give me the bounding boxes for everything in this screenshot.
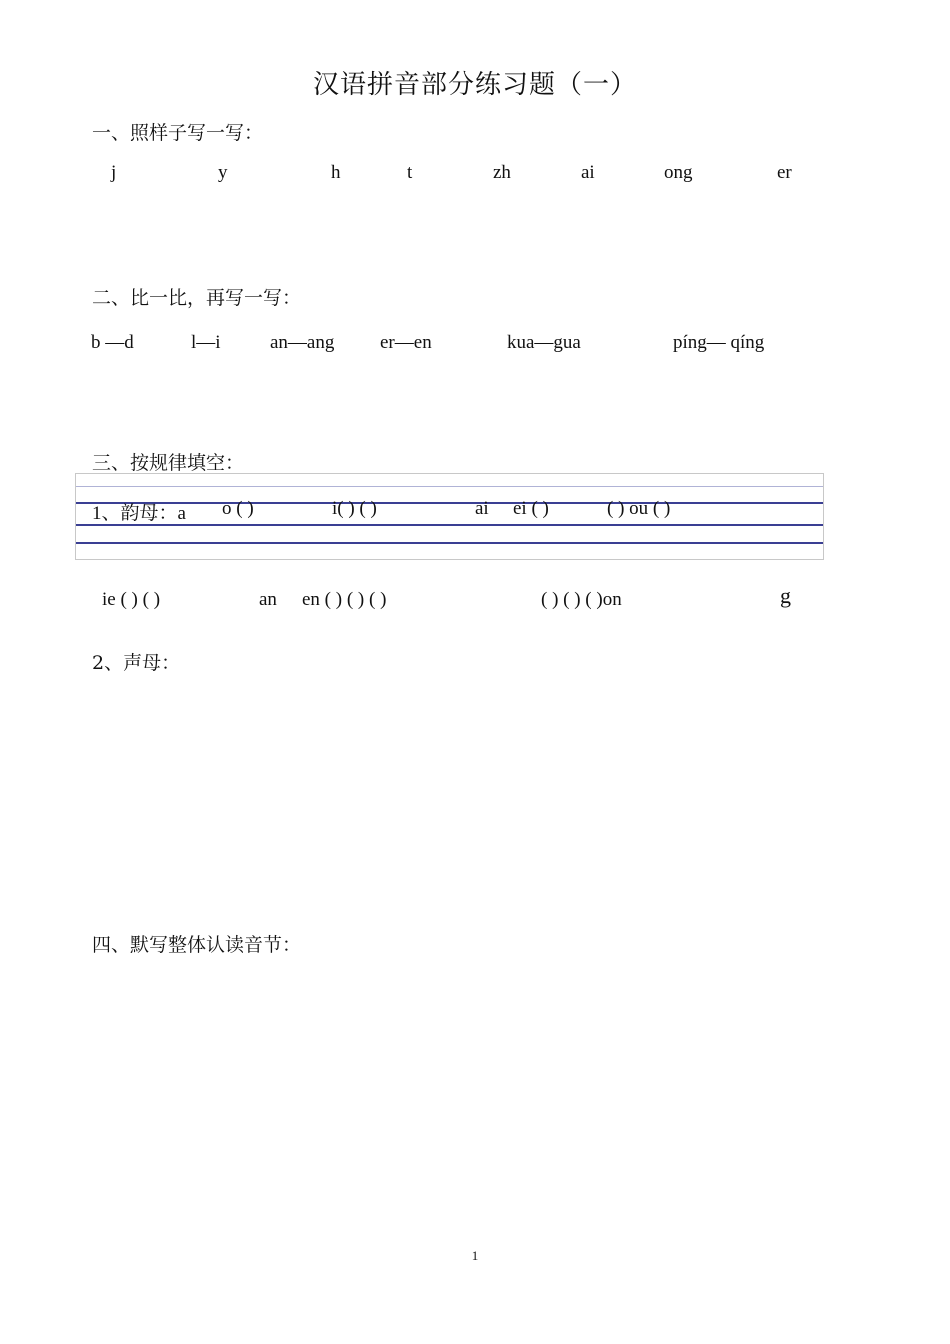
finals-label: 1、韵母：a xyxy=(92,503,186,524)
writing-guide-line xyxy=(76,542,823,544)
compare-pair: er—en xyxy=(380,332,432,353)
finals-blank: o ( ) xyxy=(222,498,254,519)
finals-blank: i( ) ( ) xyxy=(332,498,377,519)
pinyin-item: t xyxy=(407,162,413,183)
pinyin-item: er xyxy=(777,162,792,183)
pinyin-item: ong xyxy=(664,162,693,183)
section-2-heading: 二、比一比，再写一写： xyxy=(92,287,302,309)
pinyin-item: ai xyxy=(581,162,595,183)
page-number: 1 xyxy=(471,1248,479,1263)
compare-pair: b —d xyxy=(91,332,134,353)
pinyin-item: y xyxy=(218,162,228,183)
finals-item: ai xyxy=(475,498,489,519)
compare-pair: kua—gua xyxy=(507,332,581,353)
section-1-heading: 一、照样子写一写： xyxy=(92,122,264,144)
writing-guide-line xyxy=(76,486,823,487)
finals-item: an xyxy=(259,589,277,610)
finals-blank: ( ) ou ( ) xyxy=(607,498,671,519)
writing-guide-line xyxy=(76,502,823,504)
compare-pair: píng— qíng xyxy=(673,332,765,353)
finals-blank: en ( ) ( ) ( ) xyxy=(302,589,387,610)
finals-blank: ie ( ) ( ) xyxy=(102,589,161,610)
compare-pair: an—ang xyxy=(270,332,335,353)
section-3-heading: 三、按规律填空： xyxy=(92,452,245,474)
finals-blank: ei ( ) xyxy=(513,498,549,519)
pinyin-item: h xyxy=(331,162,341,183)
pinyin-item: zh xyxy=(493,162,511,183)
section-3-sub-2: 2、声母： xyxy=(92,652,181,674)
pinyin-item: j xyxy=(111,162,117,183)
page-title: 汉语拼音部分练习题（一） xyxy=(312,70,637,100)
compare-pair: l—i xyxy=(191,332,221,353)
finals-tail-glyph: g xyxy=(780,583,791,608)
section-4-heading: 四、默写整体认读音节： xyxy=(92,934,302,956)
finals-blank: ( ) ( ) ( )on xyxy=(541,589,622,610)
writing-guide-line xyxy=(76,524,823,526)
